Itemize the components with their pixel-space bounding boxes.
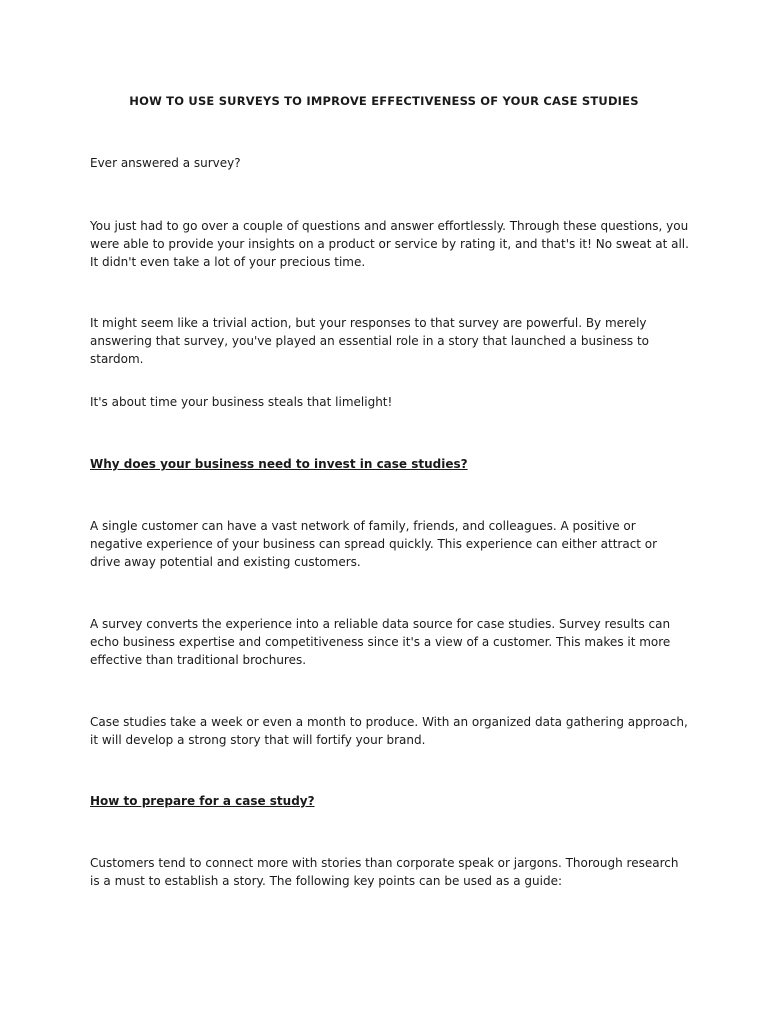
section-heading-why-invest: Why does your business need to invest in case studies?: [90, 457, 468, 471]
paragraph-survey-experience: You just had to go over a couple of questions and answer effortlessly. Through these questions, you were able to provide your insights on a product or service by rating it, and that's it! No sweat at all. It didn't even take a lot of your precious time.: [90, 219, 689, 269]
section-heading-prepare: How to prepare for a case study?: [90, 794, 315, 808]
document-title: HOW TO USE SURVEYS TO IMPROVE EFFECTIVENESS OF YOUR CASE STUDIES: [129, 94, 639, 108]
paragraph-intro-question: Ever answered a survey?: [90, 156, 241, 170]
paragraph-survey-data-source: A survey converts the experience into a reliable data source for case studies. Survey results can echo business expertise and competitiveness since it's a view of a customer. This makes it more effective than traditional brochures.: [90, 617, 671, 667]
paragraph-responses-powerful: It might seem like a trivial action, but your responses to that survey are powerful. By merely answering that survey, you've played an essential role in a story that launched a business to stardom.: [90, 316, 650, 366]
paragraph-limelight: It's about time your business steals that limelight!: [90, 395, 393, 409]
paragraph-research-guide: Customers tend to connect more with stories than corporate speak or jargons. Thorough research is a must to establish a story. The following key points can be used as a guide:: [90, 856, 679, 888]
paragraph-case-study-time: Case studies take a week or even a month to produce. With an organized data gathering approach, it will develop a strong story that will fortify your brand.: [90, 715, 688, 747]
paragraph-customer-network: A single customer can have a vast network of family, friends, and colleagues. A positive or negative experience of your business can spread quickly. This experience can either attract or drive away potential and existing customers.: [90, 519, 658, 569]
